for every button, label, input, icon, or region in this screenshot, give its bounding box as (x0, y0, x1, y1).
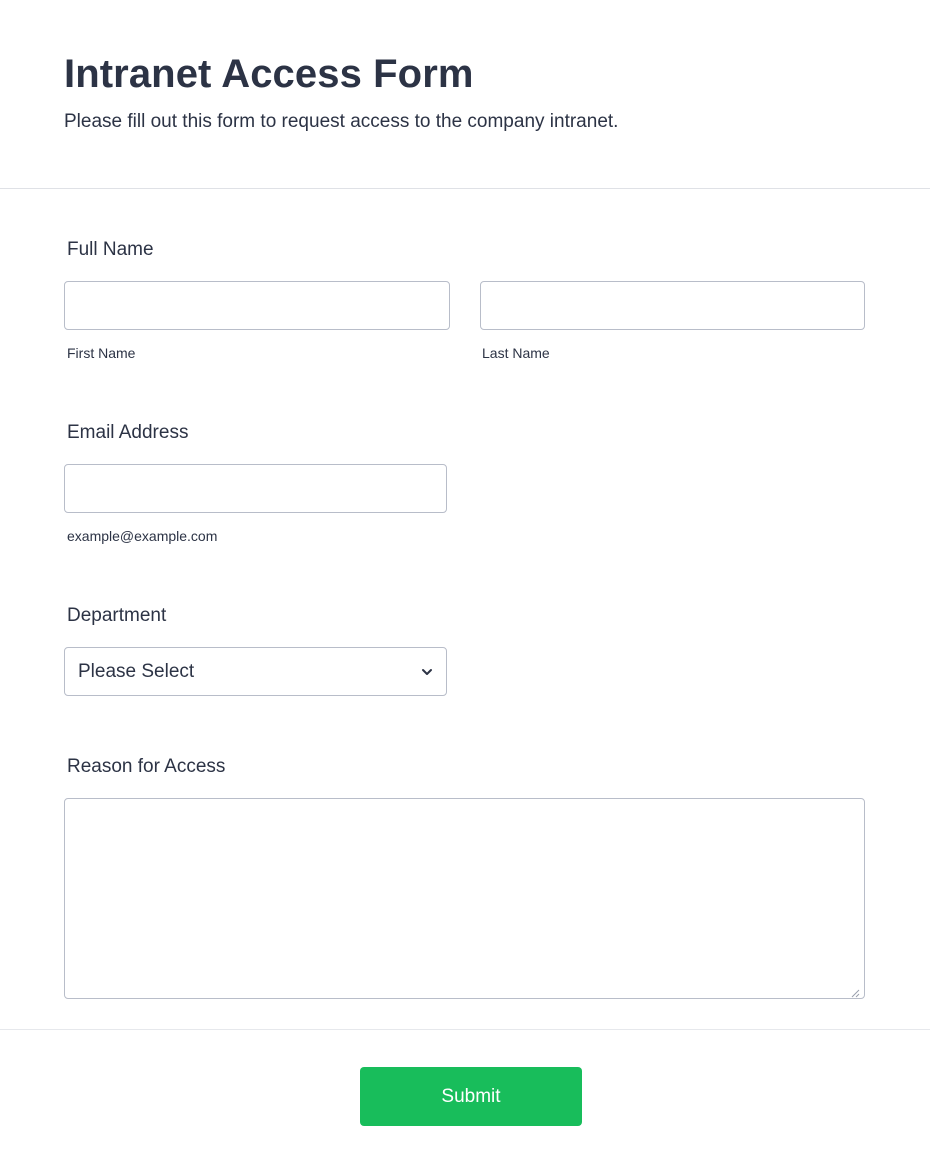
first-name-input[interactable] (64, 281, 450, 330)
submit-button[interactable]: Submit (360, 1067, 582, 1126)
last-name-input[interactable] (480, 281, 865, 330)
last-name-sublabel: Last Name (482, 345, 550, 361)
full-name-label: Full Name (67, 239, 154, 260)
form-header (0, 0, 930, 189)
page-title: Intranet Access Form (64, 52, 474, 96)
page-subtitle: Please fill out this form to request access to the company intranet. (64, 111, 619, 132)
first-name-sublabel: First Name (67, 345, 136, 361)
footer-divider (0, 1029, 930, 1030)
department-label: Department (67, 605, 167, 626)
reason-label: Reason for Access (67, 756, 226, 777)
department-select[interactable] (64, 647, 447, 696)
email-sublabel: example@example.com (67, 528, 218, 544)
email-field[interactable] (64, 464, 447, 513)
chevron-down-icon (420, 665, 434, 679)
department-selected-value: Please Select (78, 661, 195, 682)
reason-textarea[interactable] (64, 798, 865, 999)
email-label: Email Address (67, 422, 189, 443)
resize-grip-icon[interactable] (851, 985, 860, 994)
